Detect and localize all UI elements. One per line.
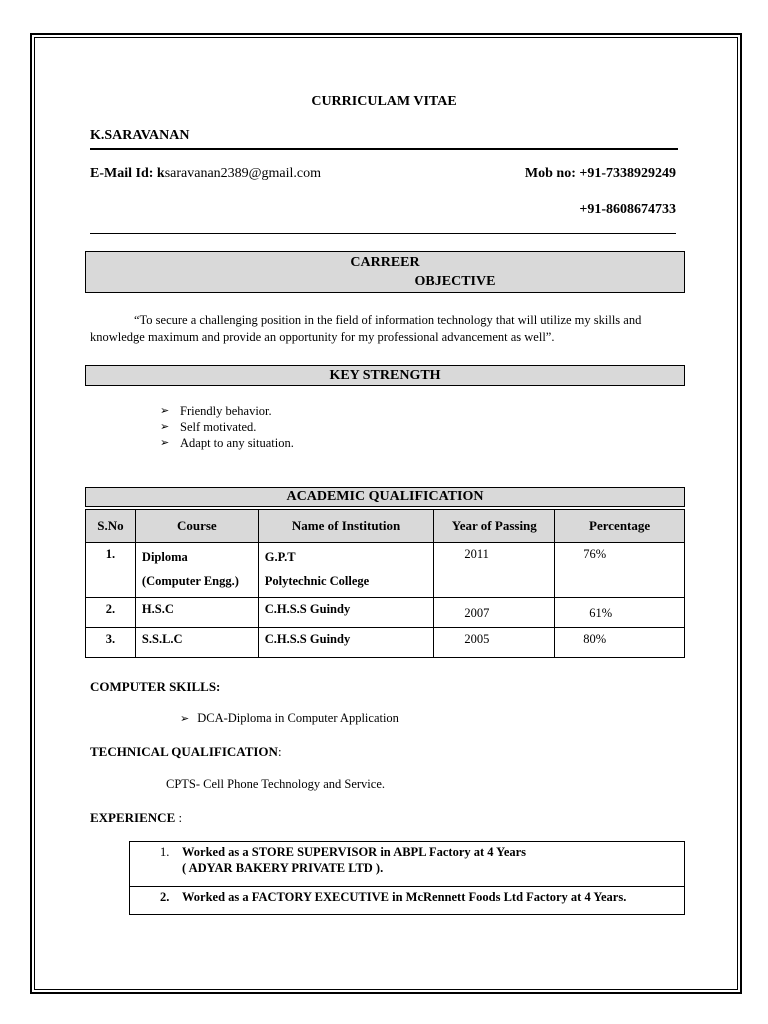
experience-heading-colon: : xyxy=(178,810,183,825)
experience-line: ( ADYAR BAKERY PRIVATE LTD ). xyxy=(182,861,384,875)
email-value: saravanan2389@gmail.com xyxy=(164,166,322,181)
arrowhead-bullet-icon: ➢ xyxy=(160,437,170,449)
year-cell: 2011 xyxy=(434,543,555,598)
column-header: Course xyxy=(135,510,258,543)
experience-heading xyxy=(90,810,182,826)
sno-cell: 2. xyxy=(86,598,136,628)
column-header: Name of Institution xyxy=(258,510,434,543)
institution-line: Polytechnic College xyxy=(264,574,370,588)
list-item xyxy=(160,419,294,435)
objective-heading-line1: CARREER xyxy=(350,255,420,270)
computer-skill-item: DCA-Diploma in Computer Application xyxy=(197,711,399,725)
course-line: (Computer Engg.) xyxy=(141,574,239,588)
experience-item xyxy=(130,842,684,887)
academic-heading: ACADEMIC QUALIFICATION xyxy=(85,487,685,507)
mobile-label: Mob no: xyxy=(524,166,576,181)
experience-line: Worked as a FACTORY EXECUTIVE in McRennett Foods Ltd Factory at 4 Years. xyxy=(182,890,627,904)
email-line xyxy=(90,166,321,182)
percentage-cell: 80% xyxy=(555,628,685,658)
percentage-cell: 76% xyxy=(555,543,685,598)
experience-table xyxy=(129,841,685,915)
sno-cell: 1. xyxy=(86,543,136,598)
column-header: S.No xyxy=(86,510,136,543)
technical-heading-text: TECHNICAL QUALIFICATION xyxy=(90,744,278,759)
year-cell: 2005 xyxy=(434,628,555,658)
email-prefix: k xyxy=(156,166,165,181)
name-divider xyxy=(90,148,678,150)
technical-qualification-heading xyxy=(90,744,282,760)
key-strength-item: Friendly behavior. xyxy=(180,404,272,418)
document-title: CURRICULAM VITAE xyxy=(311,94,457,109)
header-divider xyxy=(90,233,676,234)
institution-cell xyxy=(258,543,434,598)
sno-cell: 3. xyxy=(86,628,136,658)
objective-heading-line2: OBJECTIVE xyxy=(414,274,496,289)
experience-line: Worked as a STORE SUPERVISOR in ABPL Factory at 4 Years xyxy=(182,845,527,859)
course-cell: S.S.L.C xyxy=(135,628,258,658)
academic-table xyxy=(85,509,685,658)
email-label: E-Mail Id: xyxy=(90,166,154,181)
candidate-name: K.SARAVANAN xyxy=(90,128,190,143)
course-line: Diploma xyxy=(141,550,188,564)
column-header: Percentage xyxy=(555,510,685,543)
key-strength-item: Adapt to any situation. xyxy=(180,436,294,450)
list-item xyxy=(160,435,294,451)
table-row xyxy=(86,628,685,658)
table-row xyxy=(86,543,685,598)
institution-line: G.P.T xyxy=(264,550,296,564)
column-header: Year of Passing xyxy=(434,510,555,543)
key-strength-heading: KEY STRENGTH xyxy=(85,365,685,386)
experience-number: 1. xyxy=(160,845,170,859)
computer-skills-heading: COMPUTER SKILLS: xyxy=(90,679,221,694)
experience-item xyxy=(130,888,684,912)
mobile-number-1: +91-7338929249 xyxy=(579,166,676,181)
technical-qualification-text: CPTS- Cell Phone Technology and Service. xyxy=(166,777,386,791)
table-row xyxy=(86,598,685,628)
key-strength-list xyxy=(160,403,294,451)
year-cell: 2007 xyxy=(434,598,555,628)
mobile-line xyxy=(525,166,676,182)
percentage-cell: 61% xyxy=(555,598,685,628)
key-strength-item: Self motivated. xyxy=(180,420,257,434)
table-header-row xyxy=(86,510,685,543)
experience-number: 2. xyxy=(160,890,170,904)
technical-heading-colon: : xyxy=(277,744,282,759)
arrowhead-bullet-icon: ➢ xyxy=(160,421,170,433)
institution-cell: C.H.S.S Guindy xyxy=(258,628,434,658)
course-cell xyxy=(135,543,258,598)
list-item xyxy=(180,711,399,726)
mobile-number-2: +91-8608674733 xyxy=(579,202,676,217)
experience-heading-text: EXPERIENCE xyxy=(90,810,176,825)
list-item xyxy=(160,403,294,419)
institution-cell: C.H.S.S Guindy xyxy=(258,598,434,628)
objective-text: “To secure a challenging position in the field of information technology that will utilize my skills and knowledge maximum and provide an opportunity for my professional advancement as well”. xyxy=(90,313,642,344)
course-cell: H.S.C xyxy=(135,598,258,628)
arrowhead-bullet-icon: ➢ xyxy=(160,405,170,417)
arrowhead-bullet-icon: ➢ xyxy=(180,713,190,725)
objective-heading xyxy=(85,251,685,293)
